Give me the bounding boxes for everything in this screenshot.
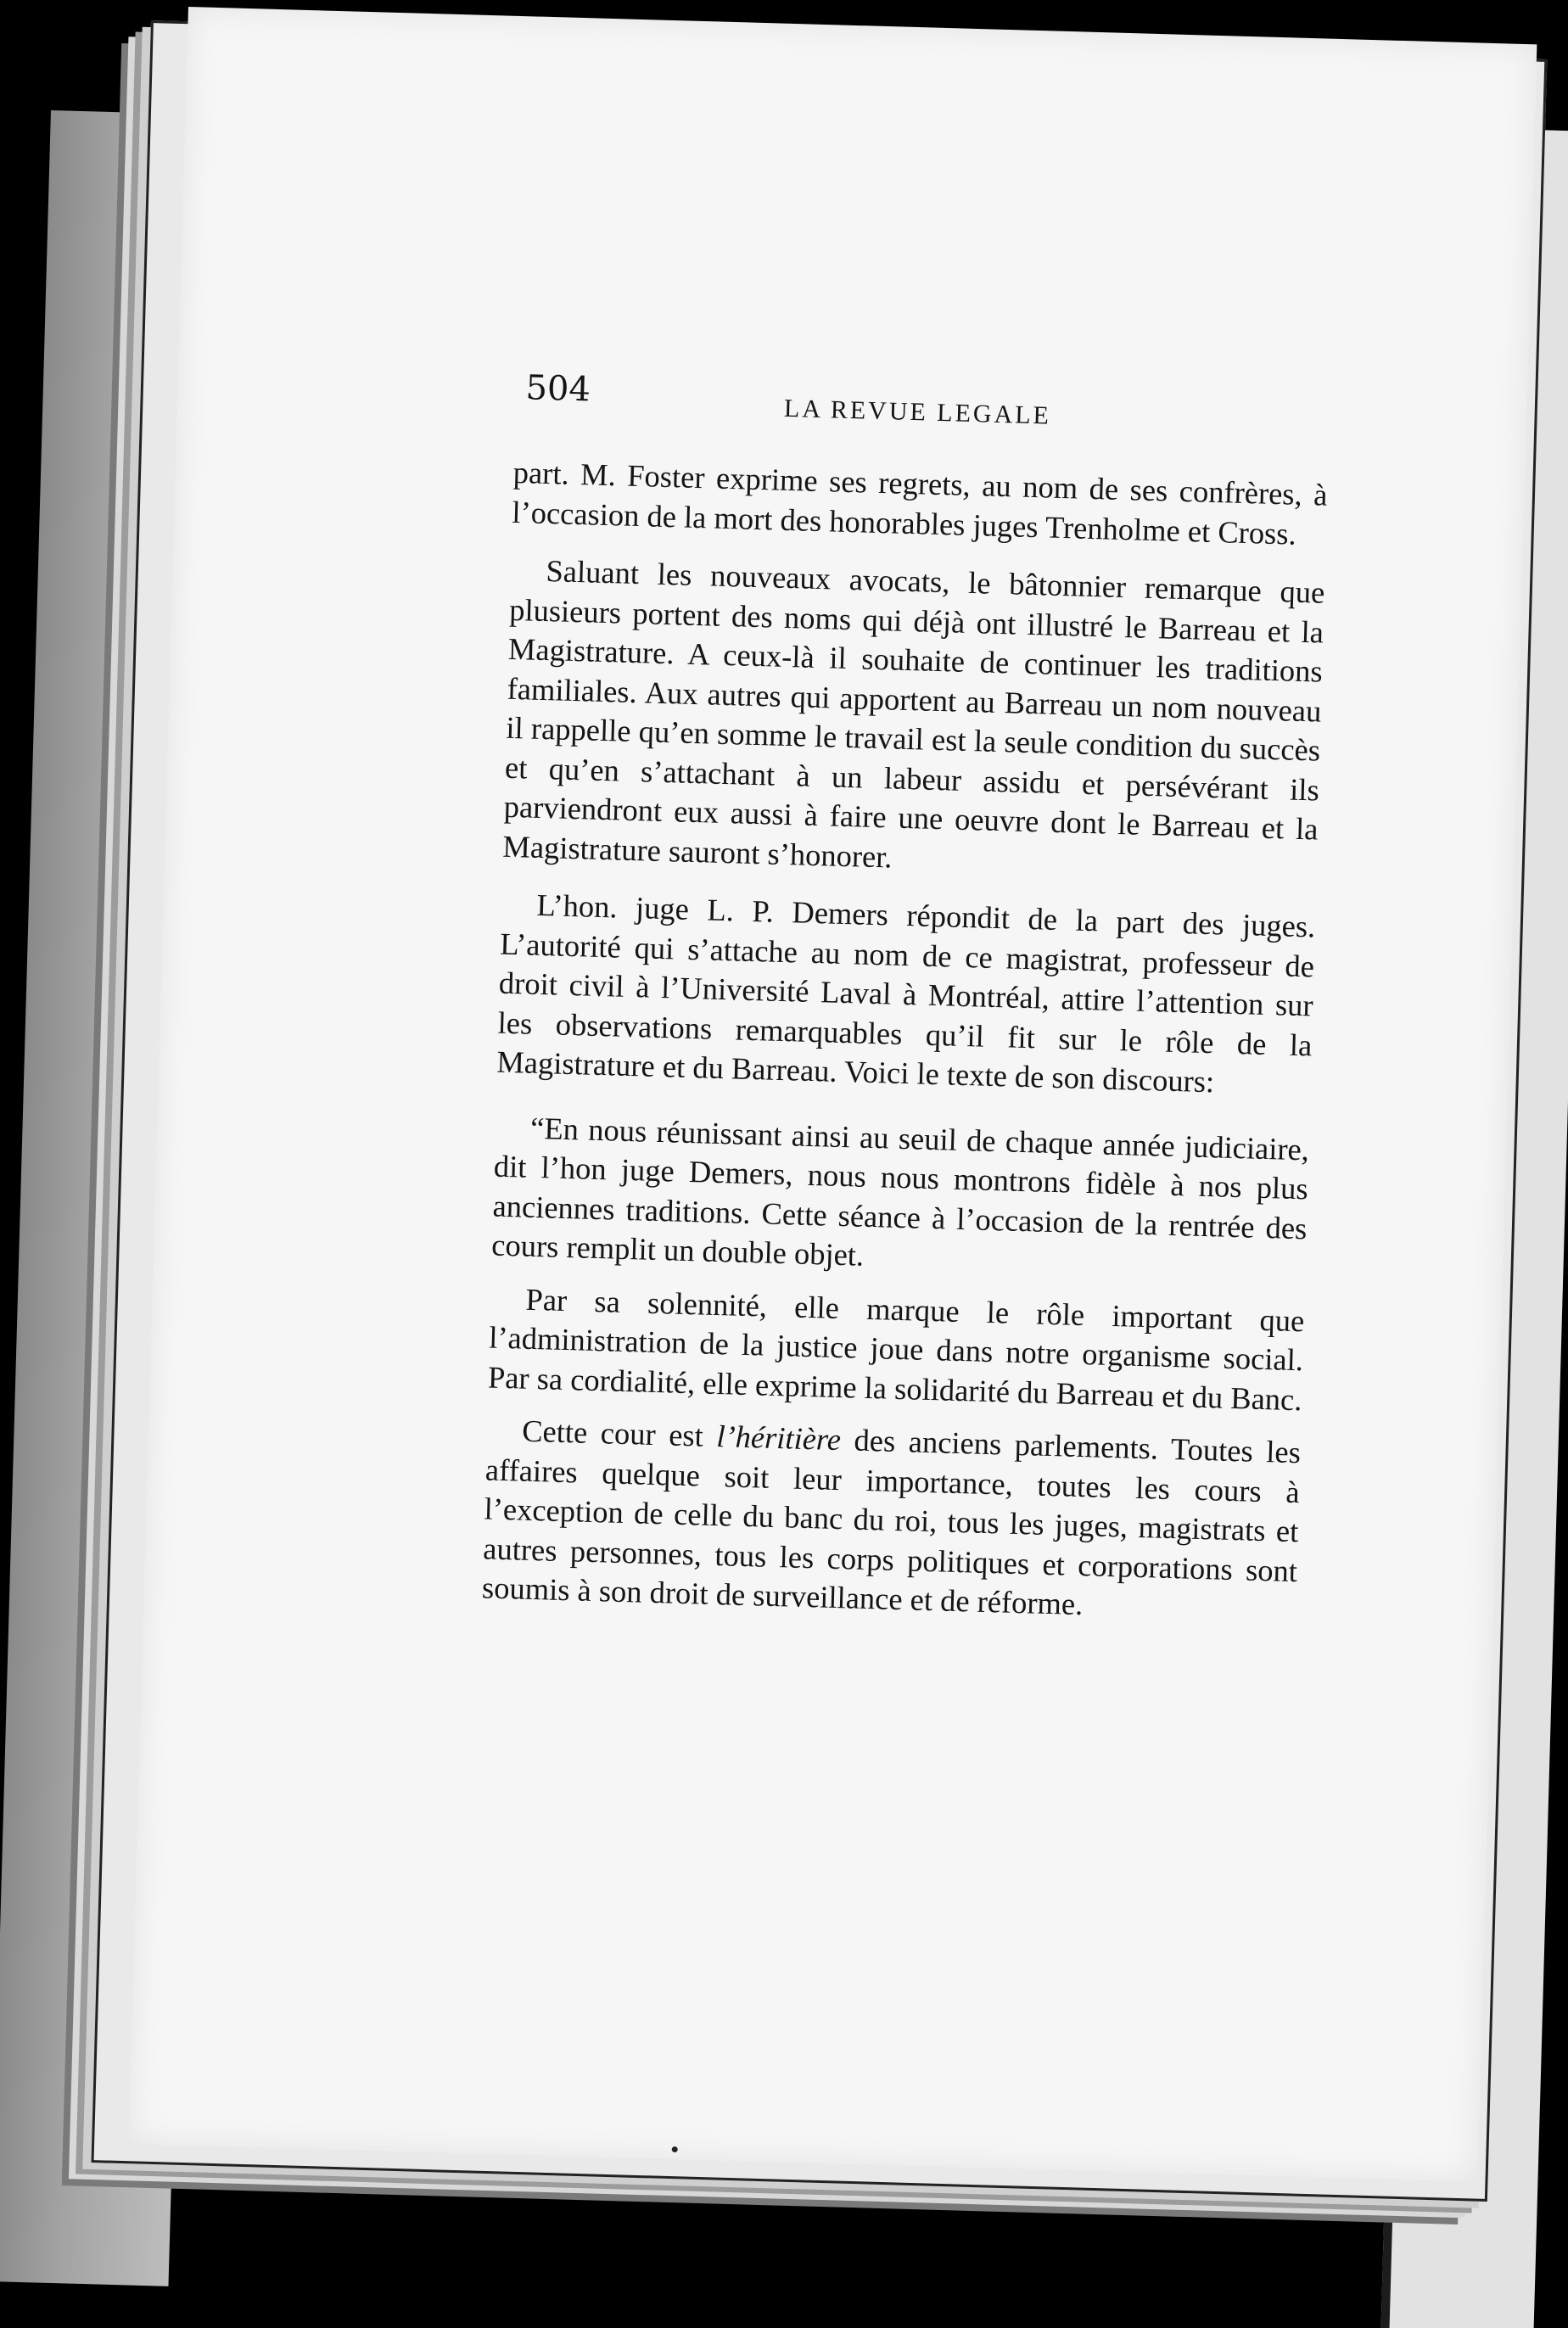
paragraph-3: L’hon. juge L. P. Demers répondit de la part des juges. L’autorité qui s’attache au nom de ce magistrat, professeur de droit civil à l’Université Laval à Montréal, attire l’attention sur les observations remarquables qu’il fit sur le rôle de la Magistrature et du Barreau. Voici le texte de son discours:: [496, 887, 1316, 1100]
paragraph-6-rest: des anciens parlements. Toutes les affaires quelque soit leur importance, toutes les cours à l’exception de celle du banc du roi, tous les juges, magistrats et autres personnes, tous les corps politiques et corporations sont soumis à son droit de surveillance et de réforme.: [481, 1422, 1302, 1622]
paragraph-5: Par sa solennité, elle marque le rôle important que l’administration de la justice joue dans notre organisme social. Par sa cordialité, elle exprime la solidarité du Barreau et du Banc.: [487, 1281, 1305, 1417]
italic-term: l’héritière: [715, 1419, 842, 1458]
book-page: [129, 7, 1537, 2181]
paragraph-2: Saluant les nouveaux avocats, le bâtonnier remarque que plusieurs portent des noms qui déjà ont illustré le Barreau et la Magistrature. A ceux-là il souhaite de continuer les traditions familiales. Aux autres qui apportent au Barreau un nom nouveau il rappelle qu’en somme le travail est la seule condition du succès et qu’en s’attachant à un labeur assidu et persévérant ils parviendront eux aussi à faire une oeuvre dont le Barreau et la Magistrature sauront s’honorer.: [501, 553, 1325, 875]
running-title: LA REVUE LEGALE: [783, 394, 1052, 430]
body-text: [481, 453, 1328, 1649]
paragraph-6-start: Cette cour est: [521, 1413, 718, 1454]
paragraph-6: [481, 1410, 1301, 1630]
page-header: [524, 368, 1256, 456]
ink-speck: [672, 2146, 678, 2152]
paragraph-4: “En nous réunissant ainsi au seuil de chaque année judiciaire, dit l’hon juge Demers, nous nous montrons fidèle à nos plus anciennes traditions. Cette séance à l’occasion de la rentrée des cours remplit un double objet.: [490, 1110, 1310, 1273]
page-number: 504: [524, 368, 591, 410]
paragraph-1: part. M. Foster exprime ses regrets, au nom de ses confrères, à l’occasion de la mort des honorables juges Trenholme et Cross.: [511, 454, 1329, 551]
